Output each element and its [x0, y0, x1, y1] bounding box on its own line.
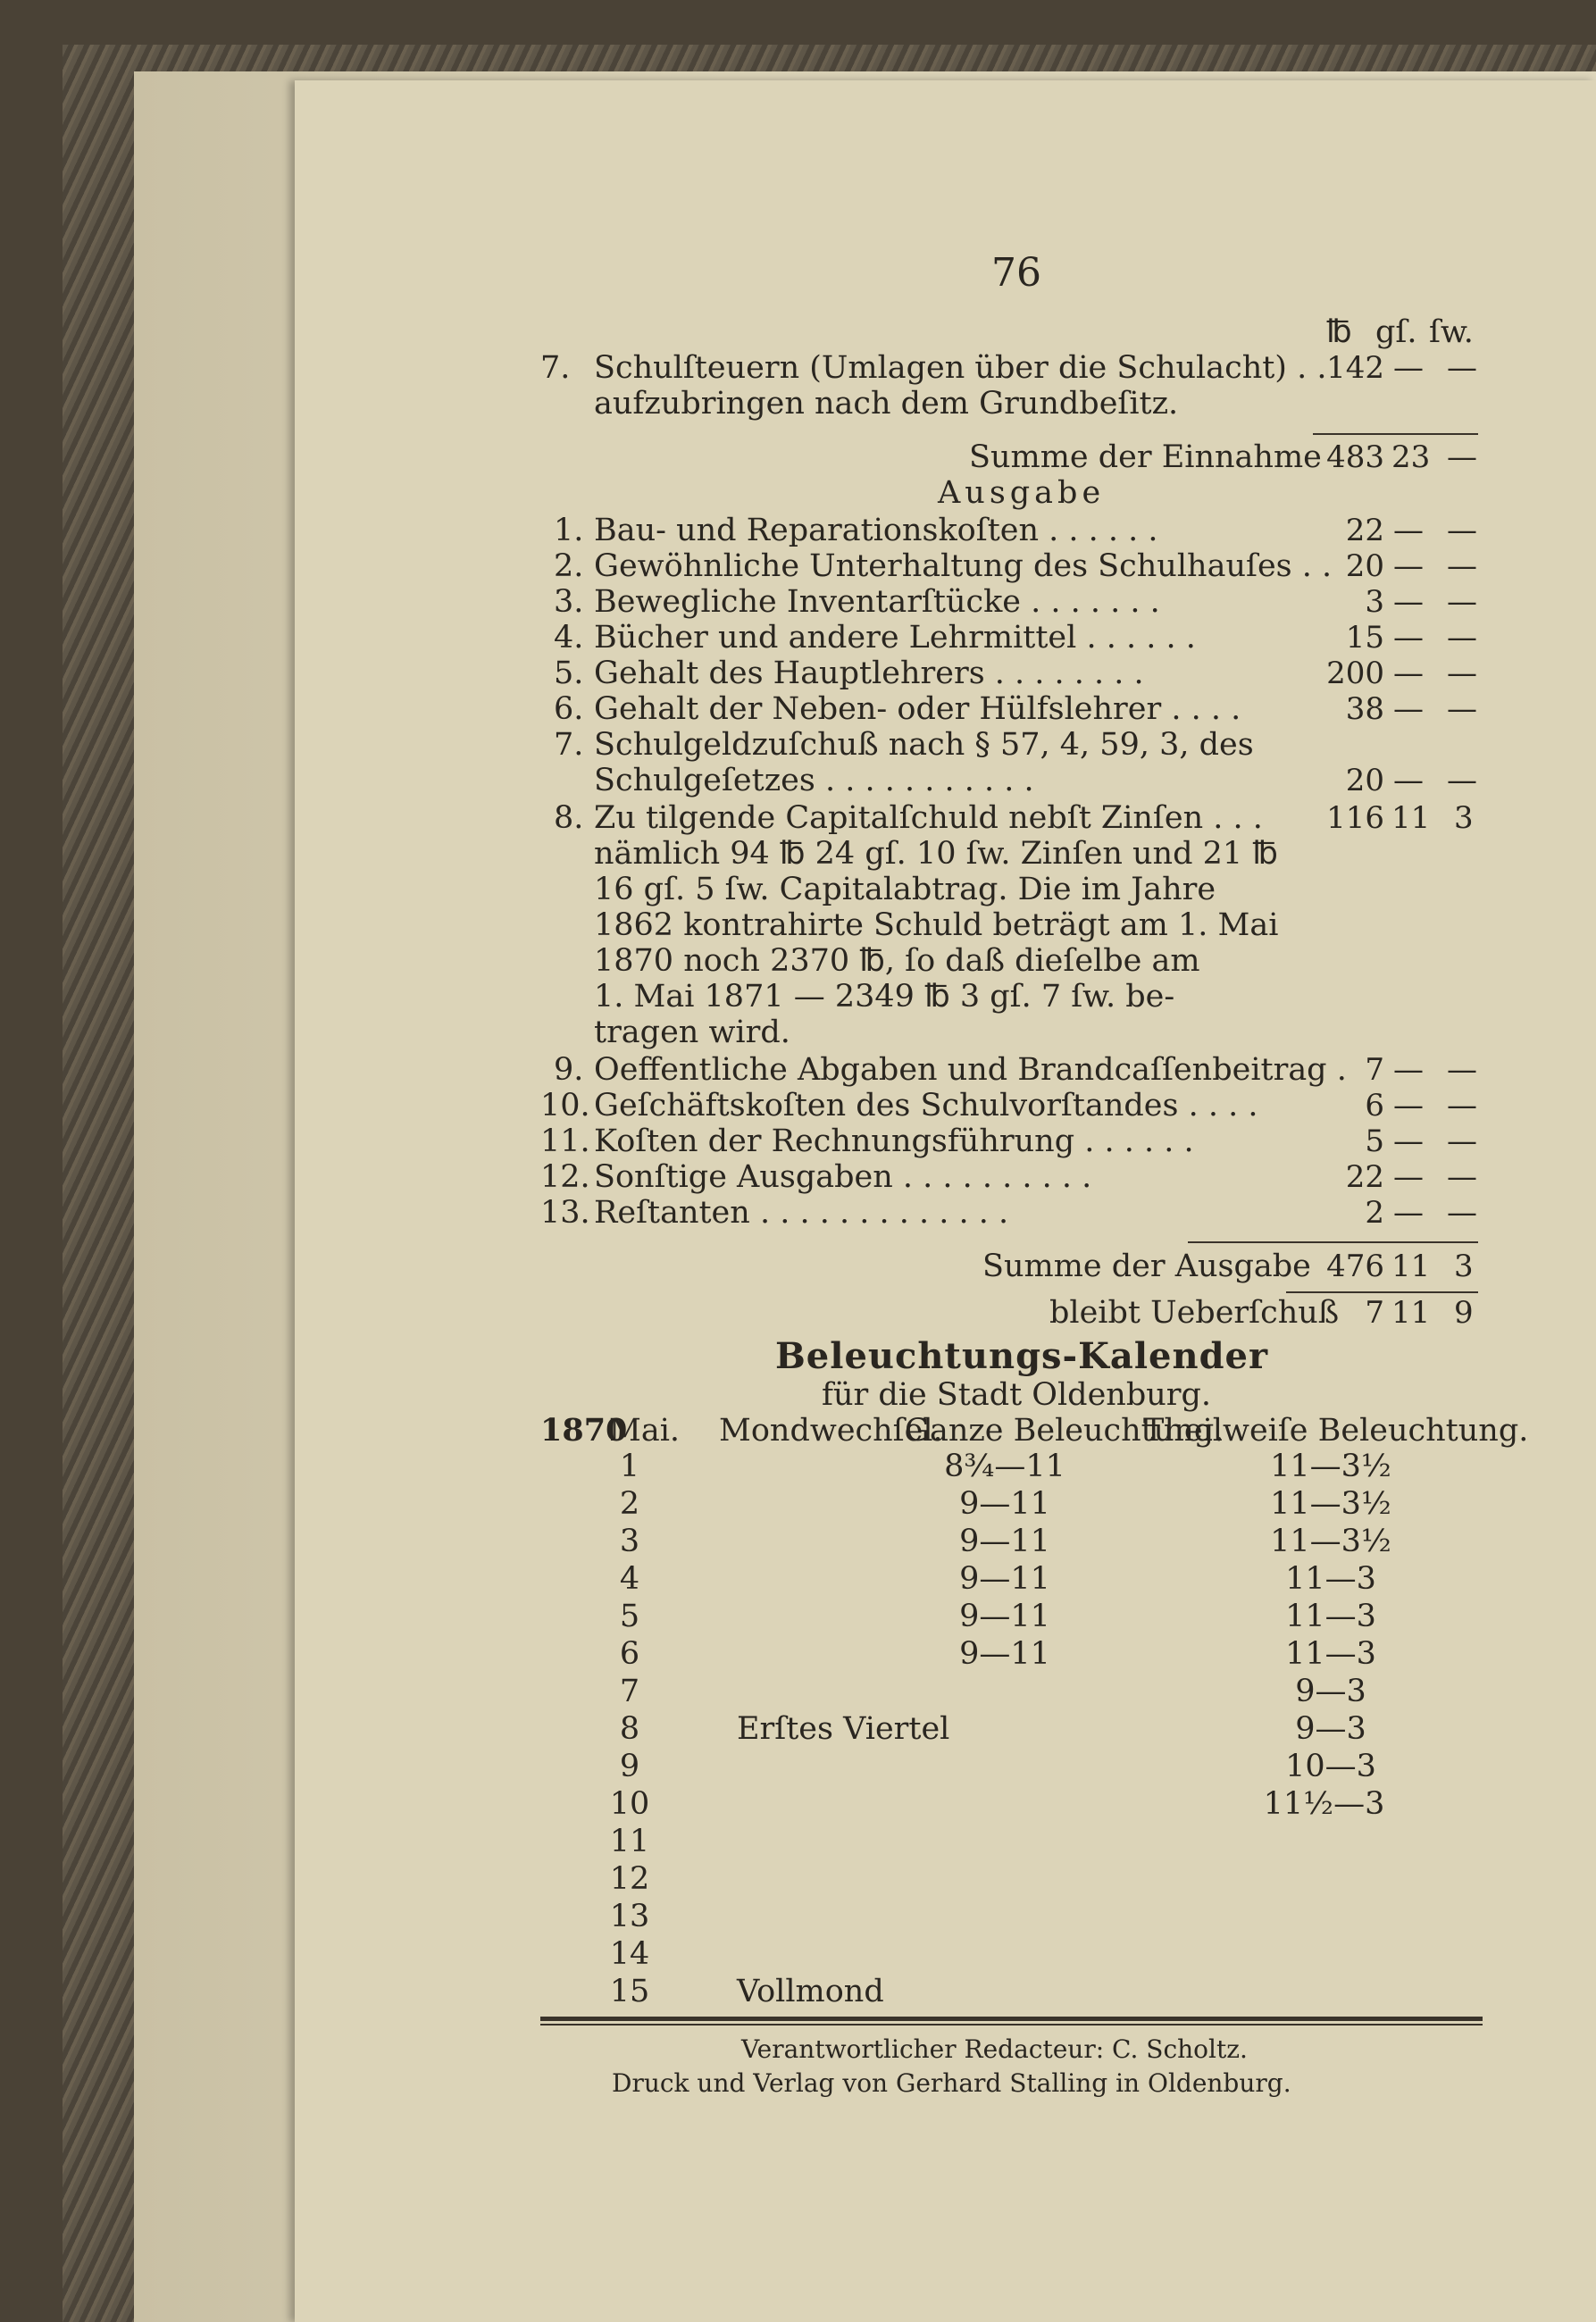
book-page [295, 80, 1596, 2322]
calendar-partial: 11½—3 [1263, 1786, 1385, 1822]
amount-sw: — [1447, 584, 1477, 620]
amount-taler: 142 [1326, 350, 1384, 386]
amount-sw: — [1447, 1123, 1477, 1159]
item-number: 13. [540, 1195, 590, 1231]
amount-gs: — [1393, 1088, 1424, 1123]
amount-taler: 22 [1345, 513, 1384, 548]
calendar-day: 6 [619, 1636, 640, 1672]
amount-sw: — [1447, 1052, 1477, 1088]
item-number: 11. [540, 1123, 590, 1159]
calendar-moon: Vollmond [737, 1974, 884, 2009]
calendar-day: 10 [609, 1786, 650, 1822]
currency-header-gs: gſ. [1375, 314, 1417, 350]
calendar-title: Beleuchtungs-Kalender [775, 1335, 1269, 1377]
item-text: Schulſteuern (Umlagen über die Schulacht) . . [594, 350, 1327, 386]
sum-gs: 23 [1391, 439, 1431, 475]
sum-gs: 11 [1391, 1249, 1431, 1284]
calendar-full: 9—11 [959, 1561, 1050, 1597]
calendar-header-partial: Theilweiſe Beleuchtung. [1143, 1413, 1529, 1449]
amount-gs: — [1393, 1195, 1424, 1231]
item-text-continued: aufzubringen nach dem Grundbeſitz. [594, 386, 1179, 422]
footer-publisher: Druck und Verlag von Gerhard Stalling in Oldenburg. [612, 2068, 1291, 2098]
amount-taler: 2 [1365, 1195, 1384, 1231]
item-number: 7. [540, 350, 571, 386]
calendar-day: 4 [619, 1561, 640, 1597]
calendar-partial: 10—3 [1285, 1749, 1376, 1784]
amount-gs: — [1393, 656, 1424, 691]
amount-gs: — [1393, 513, 1424, 548]
item-text: Gehalt des Hauptlehrers . . . . . . . . [594, 656, 1144, 691]
calendar-full: 8¾—11 [944, 1449, 1065, 1484]
amount-taler: 3 [1365, 584, 1384, 620]
amount-gs: — [1393, 584, 1424, 620]
amount-sw: — [1447, 656, 1477, 691]
amount-taler: 116 [1326, 800, 1384, 836]
calendar-day: 13 [609, 1899, 650, 1934]
sum-label: Summe der Ausgabe [982, 1249, 1311, 1284]
calendar-subtitle: für die Stadt Oldenburg. [822, 1377, 1212, 1413]
surplus-sw: 9 [1454, 1295, 1474, 1331]
sum-sw: 3 [1454, 1249, 1474, 1284]
item-number: 7. [554, 727, 584, 763]
amount-gs: — [1393, 763, 1424, 798]
amount-gs: — [1393, 1159, 1424, 1195]
item-text-continued: 1870 noch 2370 ℔, ſo daß dieſelbe am [594, 943, 1200, 979]
amount-taler: 7 [1365, 1052, 1384, 1088]
item-text: Sonſtige Ausgaben . . . . . . . . . . [594, 1159, 1092, 1195]
calendar-header-year: 1870 [540, 1412, 628, 1449]
sum-rule [1313, 433, 1478, 435]
footer-editor: Verantwortlicher Redacteur: C. Scholtz. [741, 2034, 1248, 2064]
amount-sw: — [1447, 350, 1477, 386]
amount-sw: — [1447, 620, 1477, 656]
item-number: 8. [554, 800, 584, 836]
item-text: Oeffentliche Abgaben und Brandcaſſenbeitrag . [594, 1052, 1347, 1088]
amount-sw: — [1447, 513, 1477, 548]
item-text: Koſten der Rechnungsführung . . . . . . [594, 1123, 1194, 1159]
calendar-partial: 9—3 [1295, 1674, 1366, 1709]
amount-taler: 20 [1345, 763, 1384, 798]
amount-sw: — [1447, 691, 1477, 727]
calendar-partial: 11—3 [1285, 1636, 1376, 1672]
item-text-continued: 16 gſ. 5 ſw. Capitalabtrag. Die im Jahre [594, 872, 1216, 907]
sum-taler: 483 [1326, 439, 1384, 475]
amount-taler: 38 [1345, 691, 1384, 727]
calendar-header-full: Ganze Beleuchtung. [905, 1413, 1224, 1449]
item-number: 1. [554, 513, 584, 548]
calendar-header-moon: Mondwechſel. [719, 1413, 943, 1449]
sum-rule [1188, 1241, 1478, 1243]
footer-rule [540, 2017, 1483, 2021]
surplus-gs: 11 [1391, 1295, 1431, 1331]
amount-sw: — [1447, 1159, 1477, 1195]
item-text: Schulgeldzuſchuß nach § 57, 4, 59, 3, des [594, 727, 1254, 763]
amount-gs: — [1393, 691, 1424, 727]
surplus-label: bleibt Ueberſchuß [1049, 1295, 1340, 1331]
calendar-day: 2 [619, 1486, 640, 1522]
amount-sw: — [1447, 1088, 1477, 1123]
calendar-moon: Erſtes Viertel [737, 1711, 950, 1747]
calendar-day: 14 [609, 1936, 650, 1972]
item-number: 2. [554, 548, 584, 584]
calendar-header-month: Mai. [609, 1413, 681, 1449]
item-text-continued: Schulgeſetzes . . . . . . . . . . . [594, 763, 1034, 798]
calendar-full: 9—11 [959, 1636, 1050, 1672]
currency-header-sw: ſw. [1429, 314, 1474, 350]
item-number: 9. [554, 1052, 584, 1088]
amount-taler: 200 [1326, 656, 1384, 691]
amount-taler: 6 [1365, 1088, 1384, 1123]
amount-sw: — [1447, 1195, 1477, 1231]
calendar-partial: 11—3½ [1270, 1524, 1391, 1559]
item-number: 5. [554, 656, 584, 691]
item-text: Zu tilgende Capitalſchuld nebſt Zinſen . . . [594, 800, 1263, 836]
calendar-partial: 11—3 [1285, 1599, 1376, 1634]
calendar-day: 8 [619, 1711, 640, 1747]
calendar-day: 15 [609, 1974, 650, 2009]
calendar-partial: 11—3½ [1270, 1449, 1391, 1484]
item-text-continued: 1. Mai 1871 — 2349 ℔ 3 gſ. 7 ſw. be- [594, 979, 1175, 1015]
item-text: Geſchäftskoſten des Schulvorſtandes . . . . [594, 1088, 1258, 1123]
item-text: Gewöhnliche Unterhaltung des Schulhauſes . . [594, 548, 1333, 584]
calendar-day: 3 [619, 1524, 640, 1559]
item-text: Bewegliche Inventarſtücke . . . . . . . [594, 584, 1160, 620]
sum-sw: — [1447, 439, 1477, 475]
item-text: Bücher und andere Lehrmittel . . . . . . [594, 620, 1196, 656]
amount-gs: — [1393, 1052, 1424, 1088]
page-number: 76 [991, 250, 1041, 296]
amount-taler: 15 [1345, 620, 1384, 656]
item-number: 3. [554, 584, 584, 620]
amount-gs: — [1393, 620, 1424, 656]
amount-sw: 3 [1454, 800, 1474, 836]
calendar-day: 5 [619, 1599, 640, 1634]
section-title-ausgabe: Ausgabe [938, 475, 1106, 511]
item-text: Bau- und Reparationskoſten . . . . . . [594, 513, 1158, 548]
sum-taler: 476 [1326, 1249, 1384, 1284]
amount-taler: 20 [1345, 548, 1384, 584]
item-number: 12. [540, 1159, 590, 1195]
amount-gs: — [1393, 1123, 1424, 1159]
item-number: 4. [554, 620, 584, 656]
calendar-partial: 11—3½ [1270, 1486, 1391, 1522]
amount-gs: — [1393, 548, 1424, 584]
calendar-full: 9—11 [959, 1524, 1050, 1559]
item-text-continued: 1862 kontrahirte Schuld beträgt am 1. Mai [594, 907, 1279, 943]
calendar-full: 9—11 [959, 1486, 1050, 1522]
calendar-full: 9—11 [959, 1599, 1050, 1634]
amount-taler: 5 [1365, 1123, 1384, 1159]
calendar-partial: 11—3 [1285, 1561, 1376, 1597]
item-number: 6. [554, 691, 584, 727]
sum-rule [1286, 1291, 1478, 1293]
item-number: 10. [540, 1088, 590, 1123]
footer-rule [540, 2024, 1483, 2025]
item-text-continued: nämlich 94 ℔ 24 gſ. 10 ſw. Zinſen und 21 ℔ [594, 836, 1278, 872]
item-text-continued: tragen wird. [594, 1015, 790, 1050]
calendar-partial: 9—3 [1295, 1711, 1366, 1747]
calendar-day: 7 [619, 1674, 640, 1709]
amount-gs: 11 [1391, 800, 1431, 836]
amount-sw: — [1447, 763, 1477, 798]
calendar-day: 1 [619, 1449, 640, 1484]
item-text: Gehalt der Neben- oder Hülfslehrer . . . . [594, 691, 1241, 727]
amount-sw: — [1447, 548, 1477, 584]
calendar-day: 9 [619, 1749, 640, 1784]
item-text: Reſtanten . . . . . . . . . . . . . [594, 1195, 1009, 1231]
surplus-taler: 7 [1365, 1295, 1384, 1331]
currency-header-taler: ℔ [1326, 314, 1352, 350]
sum-label: Summe der Einnahme [969, 439, 1322, 475]
calendar-day: 12 [609, 1861, 650, 1897]
calendar-day: 11 [609, 1824, 650, 1859]
amount-gs: — [1393, 350, 1424, 386]
amount-taler: 22 [1345, 1159, 1384, 1195]
